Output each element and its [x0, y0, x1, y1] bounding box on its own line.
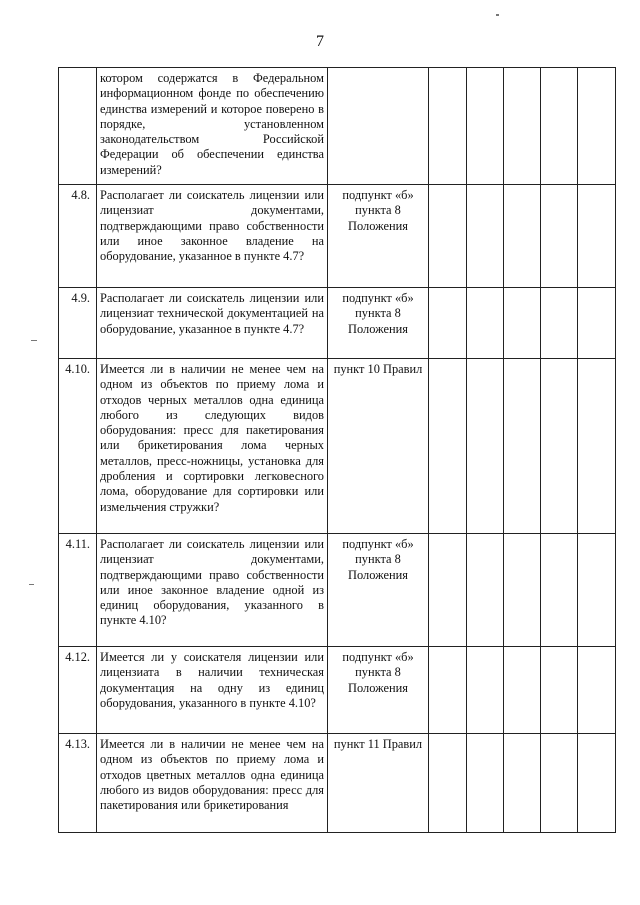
legal-reference: подпункт «б» пункта 8 Положения — [328, 534, 429, 647]
table-row — [59, 534, 616, 647]
scan-speck — [31, 340, 37, 341]
answer-cell — [578, 534, 616, 647]
item-number: 4.11. — [59, 534, 97, 647]
table-row — [59, 734, 616, 833]
question-text: Располагает ли соискатель лицензии или лицензиат документами, подтверждающими право собственности или иное законное владение на оборудование, указанное в пункте 4.7? — [97, 185, 328, 288]
answer-cell — [504, 534, 541, 647]
table-row — [59, 68, 616, 185]
item-number — [59, 68, 97, 185]
answer-cell — [429, 647, 467, 734]
answer-cell — [504, 359, 541, 534]
answer-cell — [541, 359, 578, 534]
item-number: 4.10. — [59, 359, 97, 534]
table-row — [59, 647, 616, 734]
answer-cell — [541, 647, 578, 734]
answer-cell — [467, 288, 504, 359]
answer-cell — [429, 734, 467, 833]
question-text: Располагает ли соискатель лицензии или лицензиат технической документацией на оборудование, указанное в пункте 4.7? — [97, 288, 328, 359]
legal-reference: пункт 11 Правил — [328, 734, 429, 833]
answer-cell — [429, 534, 467, 647]
answer-cell — [541, 734, 578, 833]
answer-cell — [467, 185, 504, 288]
question-text: котором содержатся в Федеральном информационном фонде по обеспечению единства измерений и которое поверено в порядке, установленном законодательством Российской Федерации об обеспечении единства измерений? — [97, 68, 328, 185]
legal-reference: подпункт «б» пункта 8 Положения — [328, 288, 429, 359]
scan-speck — [29, 584, 34, 585]
answer-cell — [504, 734, 541, 833]
answer-cell — [578, 68, 616, 185]
item-number: 4.8. — [59, 185, 97, 288]
answer-cell — [541, 288, 578, 359]
answer-cell — [429, 288, 467, 359]
question-text: Имеется ли в наличии не менее чем на одном из объектов по приему лома и отходов черных металлов одна единица любого из следующих видов оборудования: пресс для пакетирования или брикетирования лома черных металлов, пресс-ножницы, установка для дробления и сортировки легковесного лома, оборудование для сортировки или измельчения стружки? — [97, 359, 328, 534]
answer-cell — [578, 185, 616, 288]
legal-reference — [328, 68, 429, 185]
question-text: Имеется ли в наличии не менее чем на одном из объектов по приему лома и отходов цветных металлов одна единица любого из видов оборудования: пресс для пакетирования или брикетирования — [97, 734, 328, 833]
item-number: 4.9. — [59, 288, 97, 359]
answer-cell — [541, 534, 578, 647]
answer-cell — [429, 185, 467, 288]
answer-cell — [467, 359, 504, 534]
question-text: Располагает ли соискатель лицензии или лицензиат документами, подтверждающими право собственности или иное законное владение одной из единиц оборудования, указанного в пункте 4.10? — [97, 534, 328, 647]
answer-cell — [467, 68, 504, 185]
answer-cell — [504, 288, 541, 359]
legal-reference: подпункт «б» пункта 8 Положения — [328, 647, 429, 734]
answer-cell — [429, 359, 467, 534]
page-number: 7 — [316, 33, 324, 50]
answer-cell — [541, 68, 578, 185]
answer-cell — [504, 185, 541, 288]
answer-cell — [467, 647, 504, 734]
item-number: 4.13. — [59, 734, 97, 833]
table-row — [59, 185, 616, 288]
answer-cell — [578, 647, 616, 734]
answer-cell — [504, 68, 541, 185]
answer-cell — [578, 288, 616, 359]
answer-cell — [504, 647, 541, 734]
table-row — [59, 288, 616, 359]
answer-cell — [541, 185, 578, 288]
answer-cell — [578, 734, 616, 833]
question-text: Имеется ли у соискателя лицензии или лицензиата в наличии техническая документация на одну из единиц оборудования, указанного в пункте 4.10? — [97, 647, 328, 734]
legal-reference: пункт 10 Правил — [328, 359, 429, 534]
answer-cell — [578, 359, 616, 534]
table-row — [59, 359, 616, 534]
answer-cell — [467, 534, 504, 647]
checklist-table — [58, 67, 616, 833]
legal-reference: подпункт «б» пункта 8 Положения — [328, 185, 429, 288]
answer-cell — [467, 734, 504, 833]
scan-speck — [496, 14, 499, 16]
item-number: 4.12. — [59, 647, 97, 734]
answer-cell — [429, 68, 467, 185]
